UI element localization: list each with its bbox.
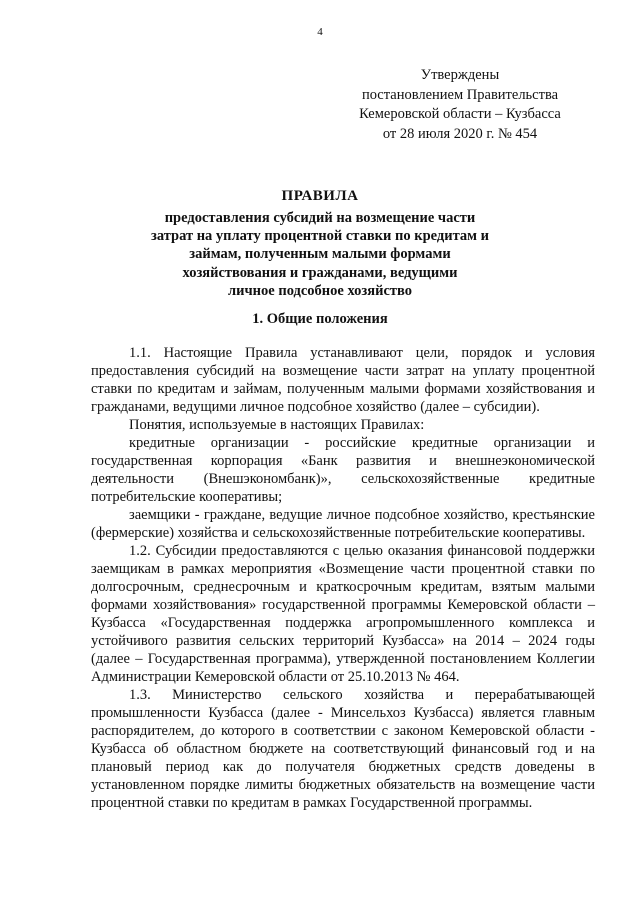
subtitle-line: займам, полученным малыми формами xyxy=(189,246,451,263)
subtitle-line: затрат на уплату процентной ставки по кредитам и xyxy=(151,228,489,245)
document-body xyxy=(91,344,595,812)
approval-line: от 28 июля 2020 г. № 454 xyxy=(382,125,538,142)
approval-block xyxy=(340,66,580,144)
approval-line: Утверждены xyxy=(420,67,500,83)
paragraph-definitions-intro: Понятия, используемые в настоящих Правилах: xyxy=(129,417,425,433)
document-subtitle xyxy=(120,209,520,300)
approval-line: постановлением Правительства xyxy=(361,86,559,103)
approval-line: Кемеровской области – Кузбасса xyxy=(359,106,561,122)
paragraph-1-2: 1.2. Субсидии предоставляются с целью оказания финансовой поддержки заемщикам в рамках мероприятия «Возмещение части процентной ставки по долгосрочным, среднесрочным и краткосрочным кредитам, взятым малыми формами хозяйствования» государственной программы Кемеровской области – Кузбасса «Государственная поддержка агропромышленного комплекса и устойчивого развития сельских территорий Кузбасса» на 2014 – 2024 годы (далее – Государственная программа), утвержденной постановлением Коллегии Администрации Кемеровской области от 25.10.2013 № 464. xyxy=(91,543,595,685)
subtitle-line: предоставления субсидий на возмещение части xyxy=(164,210,476,226)
subtitle-line: личное подсобное хозяйство xyxy=(228,282,412,299)
paragraph-borrowers: заемщики - граждане, ведущие личное подсобное хозяйство, крестьянские (фермерские) хозяйства и сельскохозяйственные потребительские кооперативы. xyxy=(91,507,595,541)
subtitle-line: хозяйствования и гражданами, ведущими xyxy=(182,264,458,281)
section-heading: 1. Общие положения xyxy=(252,311,388,327)
paragraph-1-3: 1.3. Министерство сельского хозяйства и перерабатывающей промышленности Кузбасса (далее - Минсельхоз Кузбасса) является главным распорядителем, до которого в соответствии с законом Кемеровской области - Кузбасса об областном бюджете на соответствующий финансовый год и на плановый период как до получателя бюджетных средств доведены в установленном порядке лимиты бюджетных обязательств на возмещение части процентной ставки по кредитам в рамках Государственной программы. xyxy=(91,687,595,811)
document-title: ПРАВИЛА xyxy=(281,188,359,204)
paragraph-credit-organizations: кредитные организации - российские кредитные организации и государственная корпорация «Банк развития и внешнеэкономической деятельности (Внешэкономбанк)», сельскохозяйственные кредитные потребительские кооперативы; xyxy=(91,435,595,505)
paragraph-1-1: 1.1. Настоящие Правила устанавливают цели, порядок и условия предоставления субсидий на возмещение части затрат на уплату процентной ставки по кредитам и займам, полученным малыми формами хозяйствования и гражданами, ведущими личное подсобное хозяйство (далее – субсидии). xyxy=(91,345,595,415)
page-number: 4 xyxy=(317,26,323,38)
